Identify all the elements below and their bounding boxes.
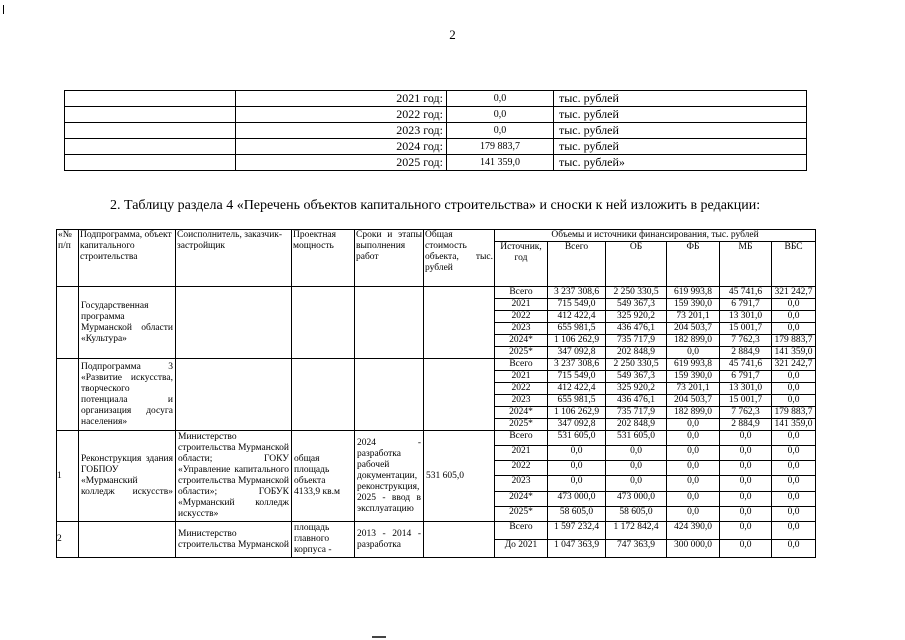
amount-cell: 3 237 308,6 xyxy=(548,287,606,299)
object-name: Подпрограмма 3 «Развитие искусства, творческого потенциала и организация досуга населения» xyxy=(79,359,176,431)
amount-cell: 45 741,6 xyxy=(720,287,772,299)
executor-cell xyxy=(176,287,292,359)
source-year-cell: 2022 xyxy=(495,461,548,476)
amount-cell: 0,0 xyxy=(667,446,720,461)
year-value: 179 883,7 xyxy=(447,139,554,155)
amount-cell: 2 884,9 xyxy=(720,347,772,359)
scan-artifact xyxy=(372,636,386,638)
header-cost: Общая стоимость объекта, тыс. рублей xyxy=(424,230,495,287)
header-source: Источник, год xyxy=(495,242,548,287)
amount-cell: 3 237 308,6 xyxy=(548,359,606,371)
cost-cell xyxy=(424,522,495,558)
header-funding: Объемы и источники финансирования, тыс. рублей xyxy=(495,230,816,242)
amount-cell: 204 503,7 xyxy=(667,323,720,335)
amount-cell: 0,0 xyxy=(720,540,772,558)
object-name: Реконструкция здания ГОБПОУ «Мурманский колледж искусств» xyxy=(79,431,176,522)
cost-cell: 531 605,0 xyxy=(424,431,495,522)
amount-cell: 0,0 xyxy=(720,476,772,491)
amount-cell: 2 884,9 xyxy=(720,419,772,431)
amount-cell: 1 106 262,9 xyxy=(548,335,606,347)
amount-cell: 0,0 xyxy=(606,476,667,491)
capital-construction-table xyxy=(56,229,816,558)
source-year-cell: 2023 xyxy=(495,395,548,407)
amount-cell: 0,0 xyxy=(772,461,816,476)
amount-cell: 619 993,8 xyxy=(667,287,720,299)
margin-mark xyxy=(3,5,4,14)
capacity-cell xyxy=(292,359,355,431)
amount-cell: 531 605,0 xyxy=(606,431,667,446)
amount-cell: 0,0 xyxy=(606,446,667,461)
header-vbs: ВБС xyxy=(772,242,816,287)
amount-cell: 141 359,0 xyxy=(772,419,816,431)
table-row xyxy=(57,431,816,446)
year-label: 2025 год: xyxy=(236,155,447,171)
amount-cell: 473 000,0 xyxy=(548,491,606,506)
amount-cell: 0,0 xyxy=(667,431,720,446)
amount-cell: 424 390,0 xyxy=(667,522,720,540)
header-mb: МБ xyxy=(720,242,772,287)
year-unit: тыс. рублей xyxy=(554,139,807,155)
amount-cell: 1 597 232,4 xyxy=(548,522,606,540)
amount-cell: 655 981,5 xyxy=(548,323,606,335)
amount-cell: 0,0 xyxy=(772,506,816,521)
amount-cell: 321 242,7 xyxy=(772,287,816,299)
source-year-cell: 2023 xyxy=(495,476,548,491)
year-label: 2022 год: xyxy=(236,107,447,123)
source-year-cell: 2025* xyxy=(495,419,548,431)
amount-cell: 747 363,9 xyxy=(606,540,667,558)
section-heading: 2. Таблицу раздела 4 «Перечень объектов капитального строительства» и сноски к ней изложить в редакции: xyxy=(110,198,761,213)
amount-cell: 715 549,0 xyxy=(548,299,606,311)
amount-cell: 0,0 xyxy=(667,506,720,521)
amount-cell: 1 047 363,9 xyxy=(548,540,606,558)
amount-cell: 436 476,1 xyxy=(606,323,667,335)
amount-cell: 619 993,8 xyxy=(667,359,720,371)
amount-cell: 7 762,3 xyxy=(720,335,772,347)
amount-cell: 182 899,0 xyxy=(667,407,720,419)
page-number: 2 xyxy=(449,27,456,42)
source-year-cell: 2021 xyxy=(495,446,548,461)
amount-cell: 300 000,0 xyxy=(667,540,720,558)
source-year-cell: Всего xyxy=(495,431,548,446)
amount-cell: 13 301,0 xyxy=(720,311,772,323)
amount-cell: 1 106 262,9 xyxy=(548,407,606,419)
empty-cell xyxy=(65,123,236,139)
amount-cell: 73 201,1 xyxy=(667,311,720,323)
year-label: 2023 год: xyxy=(236,123,447,139)
table-row xyxy=(57,287,816,299)
year-value: 0,0 xyxy=(447,107,554,123)
capacity-cell: площадь главного корпуса - xyxy=(292,522,355,558)
header-capacity: Проектная мощность xyxy=(292,230,355,287)
amount-cell: 0,0 xyxy=(772,491,816,506)
amount-cell: 15 001,7 xyxy=(720,395,772,407)
amount-cell: 0,0 xyxy=(772,383,816,395)
amount-cell: 0,0 xyxy=(772,299,816,311)
amount-cell: 0,0 xyxy=(772,540,816,558)
amount-cell: 7 762,3 xyxy=(720,407,772,419)
source-year-cell: Всего xyxy=(495,359,548,371)
amount-cell: 0,0 xyxy=(548,461,606,476)
year-value: 141 359,0 xyxy=(447,155,554,171)
amount-cell: 0,0 xyxy=(667,476,720,491)
object-name xyxy=(79,522,176,558)
terms-cell: 2024 - разработка рабочей документации, реконструкция, 2025 - ввод в эксплуатацию xyxy=(355,431,424,522)
terms-cell xyxy=(355,287,424,359)
source-year-cell: 2025* xyxy=(495,506,548,521)
amount-cell: 473 000,0 xyxy=(606,491,667,506)
amount-cell: 141 359,0 xyxy=(772,347,816,359)
amount-cell: 0,0 xyxy=(720,522,772,540)
amount-cell: 325 920,2 xyxy=(606,311,667,323)
amount-cell: 0,0 xyxy=(772,522,816,540)
table-row xyxy=(57,359,816,371)
capacity-cell xyxy=(292,287,355,359)
year-unit: тыс. рублей» xyxy=(554,155,807,171)
header-row-1 xyxy=(57,230,816,242)
amount-cell: 6 791,7 xyxy=(720,371,772,383)
amount-cell: 58 605,0 xyxy=(606,506,667,521)
year-unit: тыс. рублей xyxy=(554,91,807,107)
source-year-cell: Всего xyxy=(495,287,548,299)
terms-cell: 2013 - 2014 - разработка xyxy=(355,522,424,558)
amount-cell: 735 717,9 xyxy=(606,335,667,347)
amount-cell: 0,0 xyxy=(720,461,772,476)
year-value: 0,0 xyxy=(447,91,554,107)
amount-cell: 0,0 xyxy=(772,395,816,407)
source-year-cell: 2024* xyxy=(495,335,548,347)
amount-cell: 0,0 xyxy=(548,446,606,461)
amount-cell: 0,0 xyxy=(548,476,606,491)
funding-year-row xyxy=(65,155,807,171)
amount-cell: 0,0 xyxy=(720,491,772,506)
amount-cell: 202 848,9 xyxy=(606,347,667,359)
row-number: 2 xyxy=(57,522,79,558)
empty-cell xyxy=(65,91,236,107)
year-unit: тыс. рублей xyxy=(554,107,807,123)
source-year-cell: 2024* xyxy=(495,491,548,506)
object-name: Государственная программа Мурманской области «Культура» xyxy=(79,287,176,359)
amount-cell: 0,0 xyxy=(667,491,720,506)
row-number xyxy=(57,359,79,431)
source-year-cell: До 2021 xyxy=(495,540,548,558)
amount-cell: 436 476,1 xyxy=(606,395,667,407)
empty-cell xyxy=(65,155,236,171)
amount-cell: 58 605,0 xyxy=(548,506,606,521)
amount-cell: 13 301,0 xyxy=(720,383,772,395)
amount-cell: 159 390,0 xyxy=(667,299,720,311)
amount-cell: 204 503,7 xyxy=(667,395,720,407)
amount-cell: 0,0 xyxy=(720,431,772,446)
amount-cell: 45 741,6 xyxy=(720,359,772,371)
table-row xyxy=(57,522,816,540)
amount-cell: 182 899,0 xyxy=(667,335,720,347)
source-year-cell: 2024* xyxy=(495,407,548,419)
amount-cell: 549 367,3 xyxy=(606,299,667,311)
amount-cell: 0,0 xyxy=(772,446,816,461)
amount-cell: 412 422,4 xyxy=(548,311,606,323)
executor-cell: Министерство строительства Мурманской области; ГОКУ «Управление капитального строительства Мурманской области»; ГОБУК «Мурманский колледж искусств» xyxy=(176,431,292,522)
source-year-cell: Всего xyxy=(495,522,548,540)
source-year-cell: 2022 xyxy=(495,311,548,323)
source-year-cell: 2025* xyxy=(495,347,548,359)
amount-cell: 2 250 330,5 xyxy=(606,287,667,299)
row-number: 1 xyxy=(57,431,79,522)
row-number xyxy=(57,287,79,359)
amount-cell: 412 422,4 xyxy=(548,383,606,395)
header-fb: ФБ xyxy=(667,242,720,287)
source-year-cell: 2022 xyxy=(495,383,548,395)
cost-cell xyxy=(424,287,495,359)
funding-year-row xyxy=(65,107,807,123)
amount-cell: 347 092,8 xyxy=(548,347,606,359)
year-unit: тыс. рублей xyxy=(554,123,807,139)
header-num: «№ п/п xyxy=(57,230,79,287)
amount-cell: 1 172 842,4 xyxy=(606,522,667,540)
source-year-cell: 2021 xyxy=(495,371,548,383)
header-ob: ОБ xyxy=(606,242,667,287)
amount-cell: 347 092,8 xyxy=(548,419,606,431)
header-executor: Соисполнитель, заказчик-застройщик xyxy=(176,230,292,287)
amount-cell: 0,0 xyxy=(720,446,772,461)
amount-cell: 73 201,1 xyxy=(667,383,720,395)
executor-cell xyxy=(176,359,292,431)
executor-cell: Министерство строительства Мурманской xyxy=(176,522,292,558)
amount-cell: 0,0 xyxy=(772,323,816,335)
funding-year-row xyxy=(65,123,807,139)
amount-cell: 0,0 xyxy=(720,506,772,521)
amount-cell: 321 242,7 xyxy=(772,359,816,371)
amount-cell: 0,0 xyxy=(772,476,816,491)
year-label: 2021 год: xyxy=(236,91,447,107)
source-year-cell: 2021 xyxy=(495,299,548,311)
amount-cell: 0,0 xyxy=(772,311,816,323)
amount-cell: 325 920,2 xyxy=(606,383,667,395)
amount-cell: 531 605,0 xyxy=(548,431,606,446)
amount-cell: 655 981,5 xyxy=(548,395,606,407)
amount-cell: 0,0 xyxy=(606,461,667,476)
year-value: 0,0 xyxy=(447,123,554,139)
funding-year-row xyxy=(65,91,807,107)
header-total: Всего xyxy=(548,242,606,287)
source-year-cell: 2023 xyxy=(495,323,548,335)
year-label: 2024 год: xyxy=(236,139,447,155)
amount-cell: 715 549,0 xyxy=(548,371,606,383)
header-terms: Сроки и этапы выполнения работ xyxy=(355,230,424,287)
amount-cell: 0,0 xyxy=(667,347,720,359)
empty-cell xyxy=(65,107,236,123)
funding-years-table xyxy=(64,90,807,171)
empty-cell xyxy=(65,139,236,155)
header-program: Подпрограмма, объект капитального строительства xyxy=(79,230,176,287)
amount-cell: 0,0 xyxy=(772,371,816,383)
amount-cell: 0,0 xyxy=(667,461,720,476)
funding-year-row xyxy=(65,139,807,155)
amount-cell: 6 791,7 xyxy=(720,299,772,311)
amount-cell: 0,0 xyxy=(772,431,816,446)
amount-cell: 179 883,7 xyxy=(772,335,816,347)
amount-cell: 0,0 xyxy=(667,419,720,431)
capacity-cell: общая площадь объекта 4133,9 кв.м xyxy=(292,431,355,522)
amount-cell: 549 367,3 xyxy=(606,371,667,383)
amount-cell: 15 001,7 xyxy=(720,323,772,335)
amount-cell: 735 717,9 xyxy=(606,407,667,419)
amount-cell: 179 883,7 xyxy=(772,407,816,419)
terms-cell xyxy=(355,359,424,431)
amount-cell: 202 848,9 xyxy=(606,419,667,431)
cost-cell xyxy=(424,359,495,431)
amount-cell: 2 250 330,5 xyxy=(606,359,667,371)
amount-cell: 159 390,0 xyxy=(667,371,720,383)
